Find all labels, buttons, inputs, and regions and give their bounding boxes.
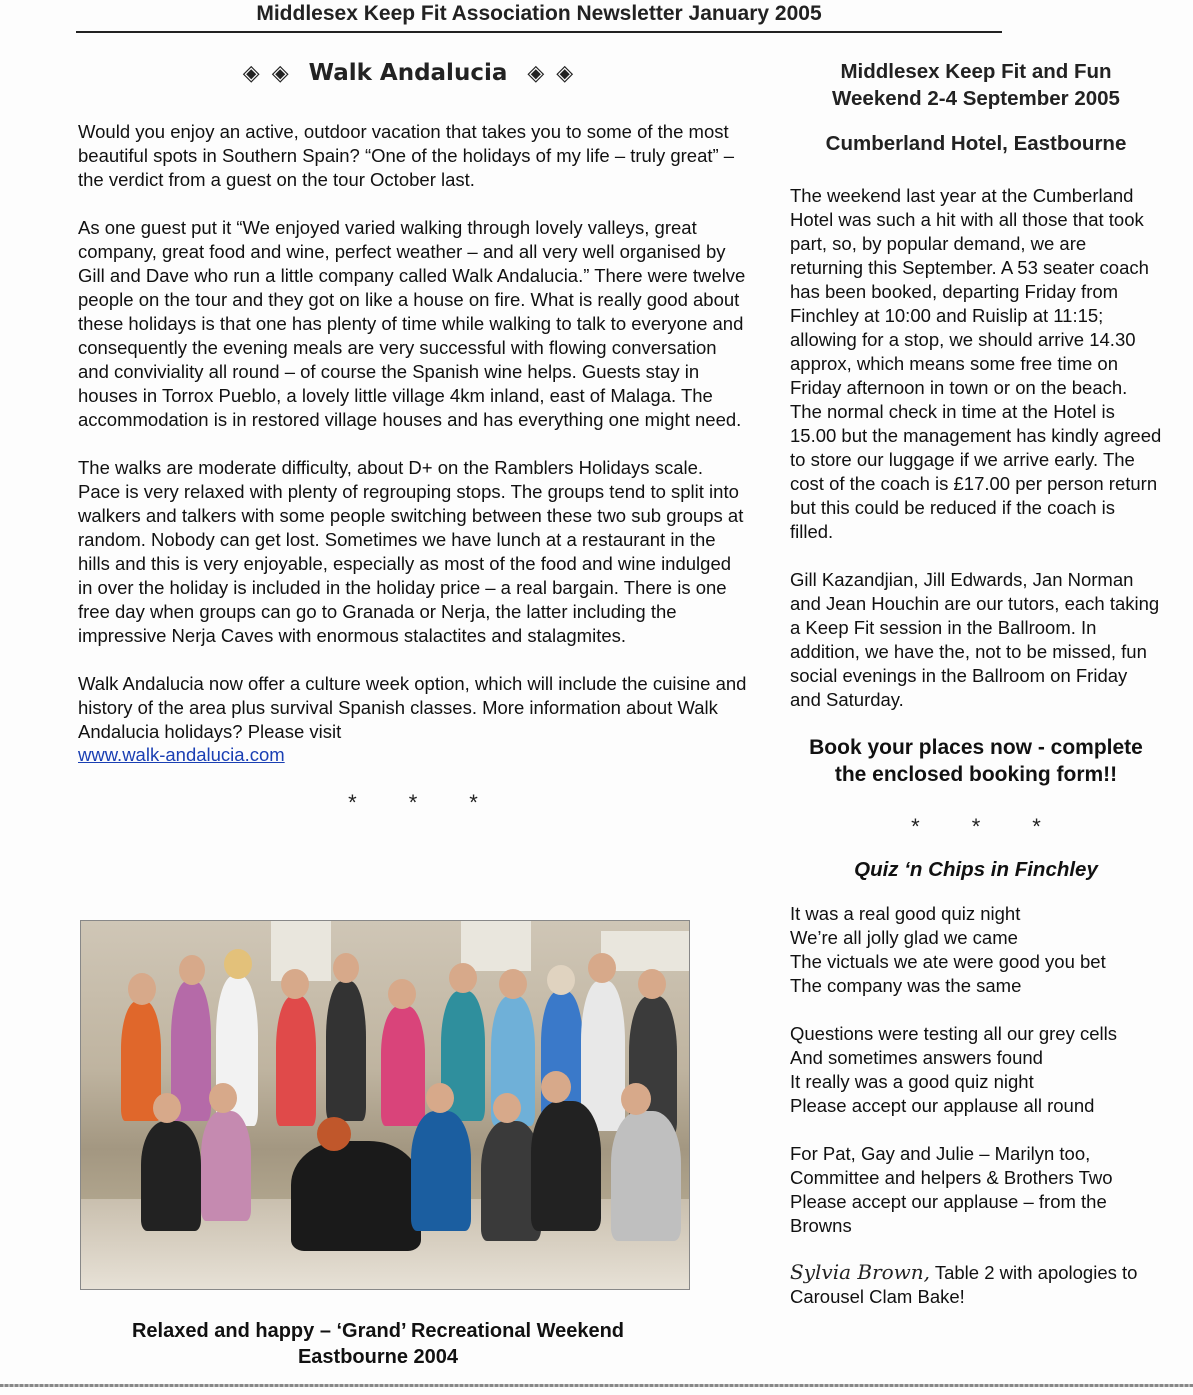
- weekend-article: [790, 58, 1162, 1309]
- verse-line: The company was the same: [790, 975, 1022, 996]
- signature-line: [790, 1260, 1162, 1285]
- verse-line: For Pat, Gay and Julie – Marilyn too,: [790, 1143, 1091, 1164]
- weekend-paragraph-1: The weekend last year at the Cumberland Hotel was such a hit with all those that took part, so, by popular demand, we are returning this September. A 53 seater coach has been booked, departing Friday from Finchley at 10:00 and Ruislip at 11:15; allowing for a stop, we should arrive 14.30 approx, which means some free time on Friday afternoon in town or on the beach. The normal check in time at the Hotel is 15.00 but the management has kindly agreed to store our luggage if we arrive early. The cost of the coach is £17.00 per person return but this could be reduced if the coach is filled.: [790, 185, 1162, 542]
- verse-line: Questions were testing all our grey cells: [790, 1023, 1117, 1044]
- star-icon: *: [1032, 814, 1041, 839]
- verse-line: We’re all jolly glad we came: [790, 927, 1018, 948]
- star-icon: *: [469, 790, 478, 815]
- separator-stars: [78, 790, 748, 816]
- walk-andalucia-article: [78, 60, 748, 816]
- photo-caption-line-1: Relaxed and happy – ‘Grand’ Recreational Weekend: [131, 1320, 625, 1342]
- walk-paragraph-3: The walks are moderate difficulty, about D+ on the Ramblers Holidays scale. Pace is very relaxed with plenty of regrouping stops. The groups tend to split into walkers and talkers with some people switching between these two sub groups at random. Nobody can get lost. Sometimes we have lunch at a restaurant in the hills and this is very enjoyable, especially as most of the food and wine indulged in over the holiday is included in the holiday price – a real bargain. There is one free day when groups can go to Granada or Nerja, the latter including the impressive Nerja Caves with enormous stalactites and stalagmites.: [78, 457, 744, 646]
- verse-line: It really was a good quiz night: [790, 1071, 1034, 1092]
- walk-title-text: Walk Andalucia: [308, 60, 508, 86]
- signature: Sylvia Brown,: [790, 1260, 931, 1284]
- weekend-paragraph-2: Gill Kazandjian, Jill Edwards, Jan Norman and Jean Houchin are our tutors, each taking a Keep Fit session in the Ballroom. In addition, we have the, not to be missed, fun social evenings in the Ballroom on Friday and Saturday.: [790, 569, 1160, 710]
- star-icon: *: [408, 790, 418, 815]
- walk-title: [68, 60, 748, 86]
- signature-line-2: Carousel Clam Bake!: [790, 1286, 965, 1307]
- diamond-icon: ◈: [271, 61, 289, 86]
- walk-paragraph-2: As one guest put it “We enjoyed varied walking through lovely valleys, great company, great food and wine, perfect weather – and all very well organised by Gill and Dave who run a little company called Walk Andalucia.” There were twelve people on the tour and they got on like a house on fire. What is really good about these holidays is that one has plenty of time while walking to talk to everyone and consequently the evening meals are very successful with flowing conversation and conviviality all round – of course the Spanish wine helps. Guests stay in houses in Torrox Pueblo, a lovely little village 4km inland, east of Malaga. The accommodation is in restored village houses and has everything one might need.: [78, 217, 746, 430]
- booking-callout-line-2: the enclosed booking form!!: [834, 763, 1118, 786]
- booking-callout: [790, 734, 1162, 788]
- quiz-verse-3: [790, 1142, 1162, 1238]
- verse-line: Please accept our applause – from the: [790, 1191, 1107, 1212]
- photo-caption: [80, 1318, 676, 1370]
- verse-line: And sometimes answers found: [790, 1047, 1043, 1068]
- group-photo: [80, 920, 690, 1290]
- walk-paragraph-4: Walk Andalucia now offer a culture week option, which will include the cuisine and history of the area plus survival Spanish classes. More information about Walk Andalucia holidays? Please visit: [78, 673, 747, 742]
- star-icon: *: [911, 814, 920, 839]
- walk-paragraph-1: Would you enjoy an active, outdoor vacation that takes you to some of the most beautiful spots in Southern Spain? “One of the holidays of my life – truly great” – the verdict from a guest on the tour October last.: [78, 121, 735, 190]
- walk-andalucia-link[interactable]: www.walk-andalucia.com: [78, 744, 285, 765]
- quiz-title: Quiz ‘n Chips in Finchley: [854, 858, 1098, 881]
- verse-line: Committee and helpers & Brothers Two: [790, 1167, 1113, 1188]
- photo-caption-line-2: Eastbourne 2004: [297, 1346, 459, 1368]
- header-rule: [76, 31, 1002, 33]
- separator-stars-right: [790, 814, 1162, 840]
- weekend-title-line-2: Weekend 2-4 September 2005: [832, 87, 1120, 110]
- weekend-venue: Cumberland Hotel, Eastbourne: [825, 132, 1127, 155]
- booking-callout-line-1: Book your places now - complete: [809, 736, 1143, 759]
- footer-rule: [0, 1384, 1193, 1387]
- star-icon: *: [348, 790, 357, 815]
- diamond-icon: ◈: [527, 61, 545, 86]
- diamond-icon: ◈: [556, 61, 574, 86]
- quiz-verse-1: [790, 902, 1162, 998]
- verse-line: Please accept our applause all round: [790, 1095, 1095, 1116]
- signature-rest: Table 2 with apologies to: [930, 1262, 1138, 1283]
- star-icon: *: [971, 814, 981, 839]
- newsletter-header: Middlesex Keep Fit Association Newsletter January 2005: [256, 2, 822, 25]
- weekend-title: [790, 58, 1162, 112]
- verse-line: Browns: [790, 1215, 852, 1236]
- quiz-verse-2: [790, 1022, 1162, 1118]
- verse-line: It was a real good quiz night: [790, 903, 1021, 924]
- verse-line: The victuals we ate were good you bet: [790, 951, 1106, 972]
- diamond-icon: ◈: [242, 61, 260, 86]
- weekend-title-line-1: Middlesex Keep Fit and Fun: [840, 60, 1112, 83]
